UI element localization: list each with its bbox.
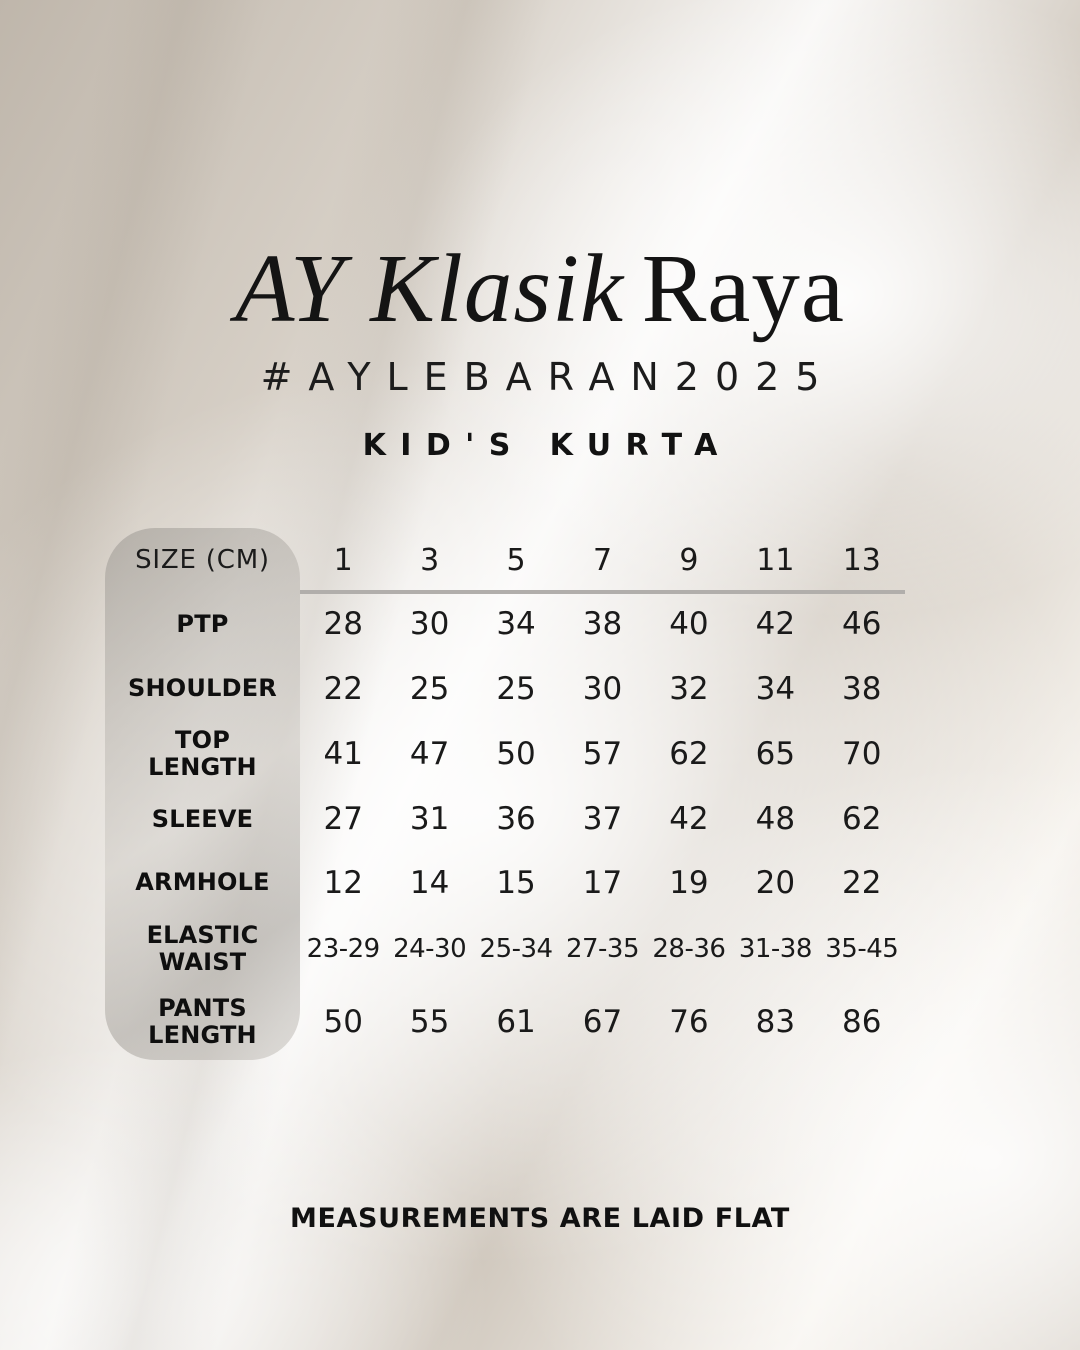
cell-value: 34 [496, 606, 536, 642]
cell-value: 50 [496, 736, 536, 772]
size-chart-table [105, 528, 905, 1060]
cell-value: 38 [582, 606, 623, 642]
cell-value: 19 [669, 864, 709, 901]
hashtag-subtitle: #AYLEBARAN2025 [260, 355, 836, 399]
cell-value: 42 [755, 606, 796, 642]
cell-value: 34 [755, 670, 796, 707]
cell-value: 27 [323, 801, 363, 837]
row-label-shoulder: SHOULDER [128, 674, 277, 703]
cell-value: 14 [409, 864, 450, 901]
cell-value: 57 [582, 736, 623, 772]
cell-value: 55 [409, 1004, 450, 1040]
cell-value: 62 [842, 801, 882, 837]
row-label-top-length: TOP LENGTH [148, 726, 257, 781]
cell-value: 27-35 [565, 934, 640, 964]
cell-value: 70 [842, 736, 882, 772]
cell-value: 50 [323, 1004, 363, 1040]
row-label-elastic-waist: ELASTIC WAIST [146, 921, 259, 976]
title-regular: Raya [641, 235, 845, 342]
cell-value: 61 [496, 1004, 536, 1040]
page-title [0, 235, 1080, 342]
size-column-header: 1 [333, 542, 353, 578]
cell-value: 38 [842, 670, 882, 707]
cell-value: 24-30 [393, 934, 467, 964]
cell-value: 67 [582, 1004, 623, 1040]
cell-value: 31 [409, 801, 450, 837]
cell-value: 25 [496, 670, 536, 707]
size-column-header: 3 [420, 542, 440, 578]
cell-value: 83 [755, 1004, 796, 1040]
size-grid [105, 528, 905, 1060]
collection-subtitle: KID'S KURTA [362, 428, 732, 463]
cell-value: 47 [409, 736, 450, 772]
footer-note: MEASUREMENTS ARE LAID FLAT [290, 1203, 790, 1234]
row-label-sleeve: SLEEVE [151, 804, 254, 833]
cell-value: 22 [323, 670, 363, 707]
cell-value: 36 [496, 801, 536, 837]
cell-value: 86 [842, 1004, 882, 1040]
cell-value: 37 [582, 801, 623, 837]
size-column-header: 9 [679, 542, 699, 578]
cell-value: 32 [669, 670, 709, 707]
row-label-pants-length: PANTS LENGTH [148, 994, 257, 1049]
cell-value: 41 [323, 736, 363, 772]
size-column-header: 11 [756, 542, 795, 578]
cell-value: 62 [669, 736, 709, 772]
row-label-ptp: PTP [176, 609, 229, 638]
size-column-header: 13 [842, 542, 881, 578]
cell-value: 40 [669, 606, 709, 642]
cell-value: 76 [669, 1004, 709, 1040]
title-italic: AY Klasik [235, 235, 625, 342]
cell-value: 15 [496, 864, 536, 901]
cell-value: 12 [323, 864, 363, 901]
cell-value: 42 [669, 801, 709, 837]
row-label-armhole: ARMHOLE [135, 868, 270, 897]
size-column-header: 7 [592, 542, 613, 578]
cell-value: 35-45 [825, 934, 899, 964]
cell-value: 31-38 [738, 934, 812, 964]
size-column-header: 5 [506, 542, 526, 578]
corner-label: SIZE (CM) [135, 545, 270, 575]
cell-value: 28-36 [652, 934, 726, 964]
cell-value: 28 [323, 606, 363, 642]
cell-value: 25 [409, 670, 450, 707]
cell-value: 65 [755, 736, 796, 772]
cell-value: 30 [582, 670, 623, 707]
cell-value: 48 [755, 801, 796, 837]
cell-value: 17 [582, 864, 623, 901]
cell-value: 25-34 [479, 934, 553, 964]
cell-value: 46 [842, 606, 882, 642]
cell-value: 20 [755, 864, 796, 901]
cell-value: 30 [409, 606, 450, 642]
cell-value: 23-29 [306, 934, 380, 964]
cell-value: 22 [842, 864, 882, 901]
